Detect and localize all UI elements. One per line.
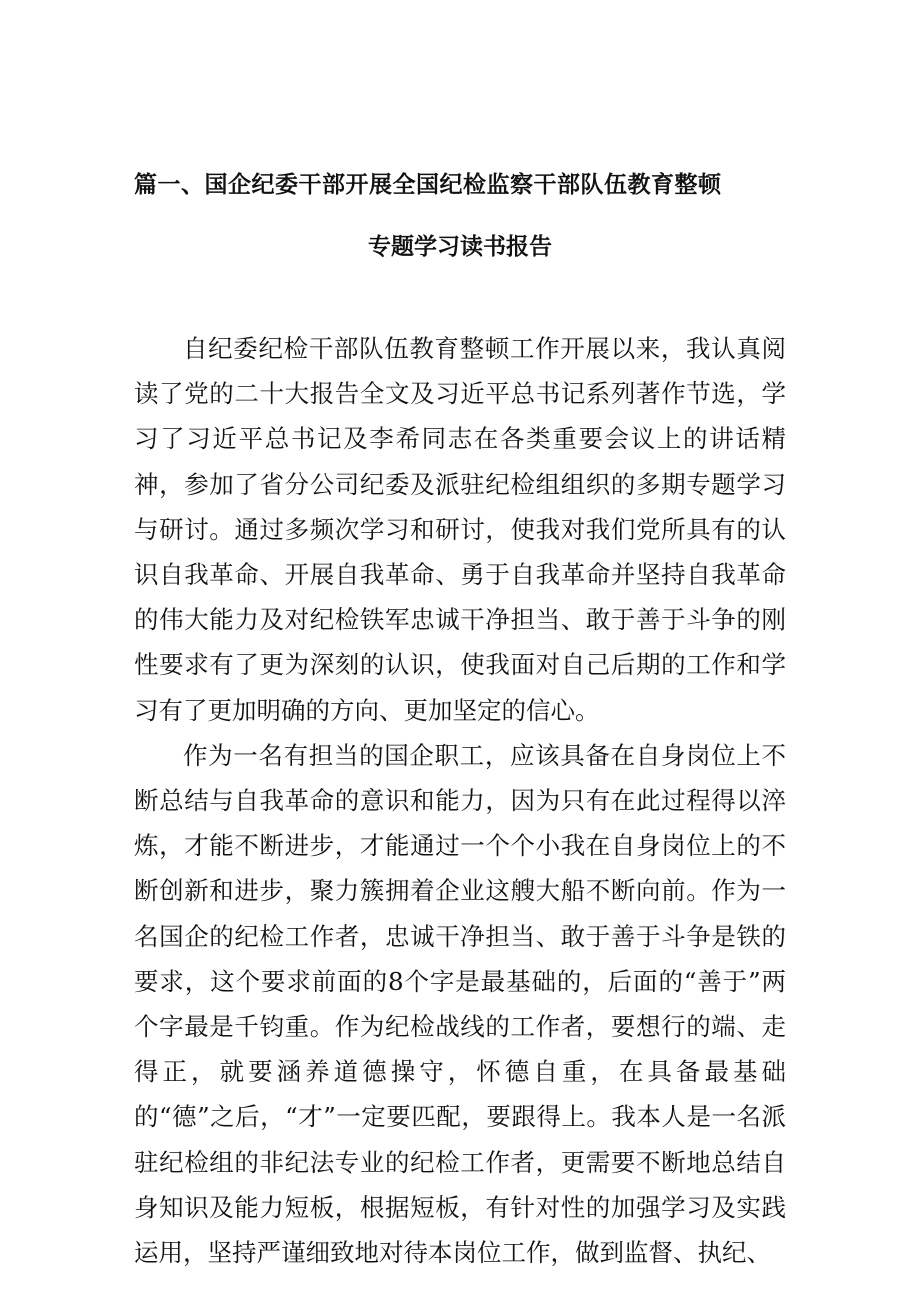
body-paragraph-1: 自纪委纪检干部队伍教育整顿工作开展以来，我认真阅读了党的二十大报告全文及习近平总书记系列著作节选，学习了习近平总书记及李希同志在各类重要会议上的讲话精神，参加了省分公司纪委及派驻纪检组组织的多期专题学习与研讨。通过多频次学习和研讨，使我对我们党所具有的认识自我革命、开展自我革命、勇于自我革命并坚持自我革命的伟大能力及对纪检铁军忠诚干净担当、敢于善于斗争的刚性要求有了更为深刻的认识，使我面对自己后期的工作和学习有了更加明确的方向、更加坚定的信心。 (134, 334, 786, 725)
document-title-line-1: 篇一、国企纪委干部开展全国纪检监察干部队伍教育整顿 (134, 172, 722, 198)
document-title-line-2: 专题学习读书报告 (368, 234, 552, 260)
body-paragraph-2: 作为一名有担当的国企职工，应该具备在自身岗位上不断总结与自我革命的意识和能力，因为只有在此过程得以淬炼，才能不断进步，才能通过一个个小我在自身岗位上的不断创新和进步，聚力簇拥着企业这艘大船不断向前。作为一名国企的纪检工作者，忠诚干净担当、敢于善于斗争是铁的要求，这个要求前面的8个字是最基础的，后面的“善于”两个字最是千钧重。作为纪检战线的工作者，要想行的端、走得正，就要涵养道德操守，怀德自重，在具备最基础的“德”之后，“才”一定要匹配，要跟得上。我本人是一名派驻纪检组的非纪法专业的纪检工作者，更需要不断地总结自身知识及能力短板，根据短板，有针对性的加强学习及实践运用，坚持严谨细致地对待本岗位工作，做到监督、执纪、 (134, 740, 786, 1268)
document-body (134, 326, 786, 1275)
